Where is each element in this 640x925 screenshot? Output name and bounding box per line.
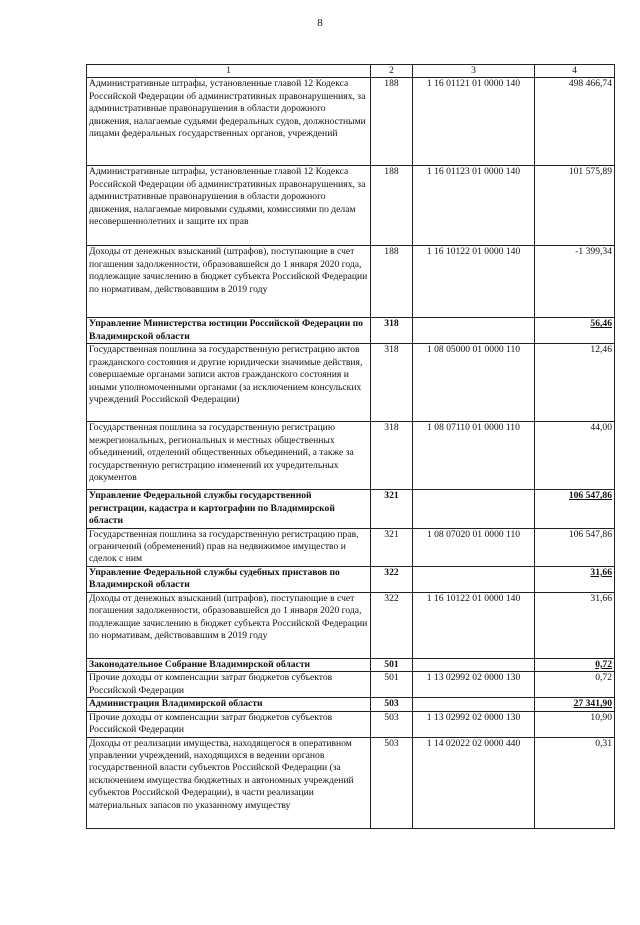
row-amount [535, 672, 615, 698]
row-budget-code: 1 08 05000 01 0000 110 [413, 344, 535, 422]
amount-value: 101 575,89 [568, 166, 612, 178]
amount-value: 0,72 [595, 672, 612, 684]
row-budget-code [413, 318, 535, 344]
row-budget-code [413, 698, 535, 711]
row-budget-code: 1 13 02992 02 0000 130 [413, 672, 535, 698]
row-amount [535, 246, 615, 318]
row-description: Прочие доходы от компенсации затрат бюджетов субъектов Российской Федерации [87, 672, 371, 698]
amount-value: 498 466,74 [568, 78, 612, 90]
row-description: Государственная пошлина за государственную регистрацию прав, ограничений (обременений) прав на недвижимое имущество и сделок с ним [87, 528, 371, 566]
amount-value: 27 341,90 [573, 698, 612, 710]
row-budget-code [413, 658, 535, 671]
table-row [87, 737, 615, 828]
row-description: Прочие доходы от компенсации затрат бюджетов субъектов Российской Федерации [87, 711, 371, 737]
row-admin-code: 501 [371, 672, 413, 698]
row-budget-code: 1 08 07020 01 0000 110 [413, 528, 535, 566]
row-admin-code: 318 [371, 344, 413, 422]
row-admin-code: 503 [371, 711, 413, 737]
row-description: Управление Федеральной службы государственной регистрации, кадастра и картографии по Владимирской области [87, 490, 371, 528]
row-amount [535, 490, 615, 528]
table-row [87, 672, 615, 698]
amount-value: 0,72 [595, 658, 612, 670]
table-header-row [87, 65, 615, 78]
amount-value: -1 399,34 [575, 246, 612, 258]
table-row [87, 318, 615, 344]
amount-value: 31,66 [590, 566, 612, 578]
row-description: Государственная пошлина за государственную регистрацию актов гражданского состояния и другие юридически значимые действия, совершаемые органами записи актов гражданского состояния и иными уполномоченными органами (за исключением консульских учреждений Российской Федерации) [87, 344, 371, 422]
table-body [87, 78, 615, 828]
amount-value: 106 547,86 [568, 528, 612, 540]
row-budget-code: 1 08 07110 01 0000 110 [413, 422, 535, 490]
row-amount [535, 566, 615, 592]
row-description: Законодательное Собрание Владимирской области [87, 658, 371, 671]
table-row [87, 592, 615, 658]
row-amount [535, 711, 615, 737]
row-description: Государственная пошлина за государственную регистрацию межрегиональных, региональных и местных общественных объединений, отделений общественных объединений, а также за государственную регистрацию изменений их учредительных документов [87, 422, 371, 490]
amount-value: 0,31 [595, 737, 612, 749]
page-number: 8 [317, 17, 323, 29]
row-budget-code: 1 16 10122 01 0000 140 [413, 246, 535, 318]
row-budget-code: 1 16 10122 01 0000 140 [413, 592, 535, 658]
table-row [87, 566, 615, 592]
column-header: 3 [413, 65, 535, 78]
row-admin-code: 188 [371, 246, 413, 318]
table-row [87, 78, 615, 166]
row-budget-code [413, 566, 535, 592]
row-admin-code: 501 [371, 658, 413, 671]
column-header: 1 [87, 65, 371, 78]
column-header: 4 [535, 65, 615, 78]
row-admin-code: 322 [371, 592, 413, 658]
row-budget-code: 1 16 01123 01 0000 140 [413, 166, 535, 246]
amount-value: 56,46 [590, 318, 612, 330]
row-description: Доходы от денежных взысканий (штрафов), поступающие в счет погашения задолженности, образовавшейся до 1 января 2020 года, подлежащие зачислению в бюджет субъекта Российской Федерации по нормативам, действовавшим в 2019 году [87, 592, 371, 658]
row-description: Администрация Владимирской области [87, 698, 371, 711]
revenue-table [86, 64, 615, 829]
row-amount [535, 698, 615, 711]
amount-value: 31,66 [590, 592, 612, 604]
table-row [87, 658, 615, 671]
row-description: Доходы от реализации имущества, находящегося в оперативном управлении учреждений, находящихся в ведении органов государственной власти субъектов Российской Федерации (за исключением имущества бюджетных и автономных учреждений субъектов Российской Федерации), в части реализации материальных запасов по указанному имуществу [87, 737, 371, 828]
row-amount [535, 78, 615, 166]
table-row [87, 166, 615, 246]
row-amount [535, 166, 615, 246]
row-admin-code: 188 [371, 78, 413, 166]
row-description: Доходы от денежных взысканий (штрафов), поступающие в счет погашения задолженности, образовавшейся до 1 января 2020 года, подлежащие зачислению в бюджет субъекта Российской Федерации по нормативам, действовавшим в 2019 году [87, 246, 371, 318]
row-admin-code: 188 [371, 166, 413, 246]
row-admin-code: 503 [371, 698, 413, 711]
row-description: Административные штрафы, установленные главой 12 Кодекса Российской Федерации об административных правонарушениях, за административные правонарушения в области дорожного движения, налагаемые судьями федеральных судов, должностными лицами федеральных государственных органов, учреждений [87, 78, 371, 166]
row-admin-code: 318 [371, 422, 413, 490]
row-amount [535, 737, 615, 828]
row-budget-code: 1 14 02022 02 0000 440 [413, 737, 535, 828]
table-row [87, 344, 615, 422]
row-budget-code: 1 13 02992 02 0000 130 [413, 711, 535, 737]
table-row [87, 698, 615, 711]
row-amount [535, 592, 615, 658]
table-row [87, 528, 615, 566]
row-budget-code: 1 16 01121 01 0000 140 [413, 78, 535, 166]
amount-value: 44,00 [590, 422, 612, 434]
row-description: Управление Федеральной службы судебных приставов по Владимирской области [87, 566, 371, 592]
row-admin-code: 321 [371, 528, 413, 566]
row-amount [535, 344, 615, 422]
row-amount [535, 422, 615, 490]
amount-value: 12,46 [590, 344, 612, 356]
row-budget-code [413, 490, 535, 528]
row-amount [535, 318, 615, 344]
row-description: Управление Министерства юстиции Российской Федерации по Владимирской области [87, 318, 371, 344]
row-description: Административные штрафы, установленные главой 12 Кодекса Российской Федерации об административных правонарушениях, за административные правонарушения в области дорожного движения, налагаемые мировыми судьями, комиссиями по делам несовершеннолетних и защите их прав [87, 166, 371, 246]
table-row [87, 711, 615, 737]
row-admin-code: 503 [371, 737, 413, 828]
amount-value: 106 547,86 [568, 490, 612, 502]
row-amount [535, 528, 615, 566]
column-header: 2 [371, 65, 413, 78]
row-admin-code: 318 [371, 318, 413, 344]
table-row [87, 246, 615, 318]
amount-value: 10,90 [590, 711, 612, 723]
row-admin-code: 321 [371, 490, 413, 528]
row-amount [535, 658, 615, 671]
table-row [87, 422, 615, 490]
row-admin-code: 322 [371, 566, 413, 592]
table-row [87, 490, 615, 528]
